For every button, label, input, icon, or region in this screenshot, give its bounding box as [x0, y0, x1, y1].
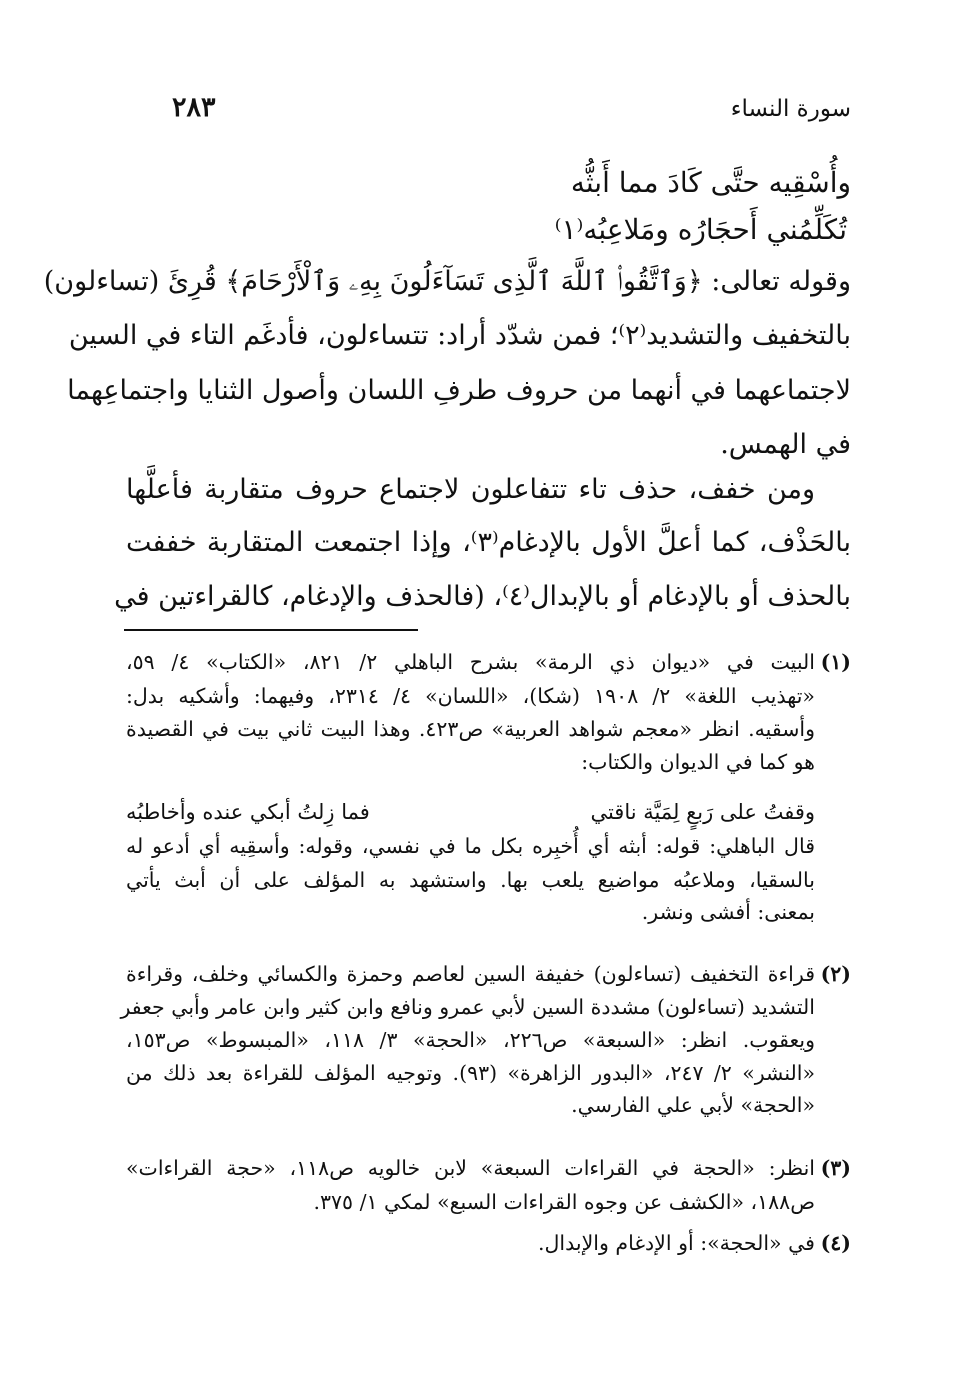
footnote-1-line-7: بمعنى: أفشى ونشر.: [641, 900, 815, 924]
verse-line-1: وأُسْقِيه حتَّى كَادَ مما أَبثُّه: [570, 166, 851, 199]
footnote-2-line-4: «النشر» ٢/ ٢٤٧، «البدور الزاهرة» (٩٣). وتوجيه المؤلف للقراءة بعد ذلك من: [126, 1061, 816, 1085]
poem-second-hemistich: فما زِلتُ أبكي عنده وأخاطبُه: [126, 800, 370, 824]
footnote-1-line-5: قال الباهلي: قوله: أبثه أي أُخبِره بكل ما في نفسي، وقوله: وأسقِيه أي أدعو له: [126, 834, 815, 858]
body-line-1: وقوله تعالى: ﴿وَٱتَّقُوا۟ ٱللَّهَ ٱلَّذِى تَسَآءَلُونَ بِهِۦ وَٱلْأَرْحَامَ﴾ قُرِئَ (تساءلون): [43, 266, 851, 297]
footnote-separator: [124, 629, 418, 631]
body-line-3: لاجتماعهما في أنهما من حروف طرفِ اللسان وأصول الثنايا واجتماعِهما: [67, 375, 851, 406]
footnote-2-number: (٢): [820, 962, 851, 986]
body-line-7: بالحذف أو بالإدغام أو بالإبدال⁽٤⁾، (فالحذف والإدغام، كالقراءتين في: [114, 581, 851, 612]
footnote-1-line-6: بالسقيا، وملاعبُه مواضيع يلعب بها. واستشهد به المؤلف على أن أبث يأتي: [126, 868, 815, 892]
footnote-2-line-1: قراءة التخفيف (تساءلون) خفيفة السين لعاصم وحمزة والكسائي وخلف، وقراءة: [126, 962, 815, 986]
footnote-3-number: (٣): [820, 1156, 851, 1180]
body-line-5: ومن خفف، حذف تاء تتفاعلون لاجتماع حروف متقاربة فأعلَّها: [126, 474, 815, 505]
footnote-4-number: (٤): [820, 1231, 851, 1255]
body-line-2: بالتخفيف والتشديد⁽٢⁾؛ فمن شدّد أراد: تتساءلون، فأدغَم التاء في السين: [68, 320, 851, 351]
footnote-1-line-3: وأسقيه. انظر «معجم شواهد العربية» ص٤٢٣. وهذا البيت ثاني بيت في القصيدة: [126, 717, 815, 741]
footnote-4-line-1: في «الحجة»: أو الإدغام والإبدال.: [538, 1231, 815, 1255]
verse-line-2: تُكَلِّمُني أَحجَارُه ومَلاعِبُه⁽١⁾: [554, 213, 847, 246]
footnote-2-line-3: ويعقوب. انظر: «السبعة» ص٢٢٦، «الحجة» ٣/ ١١٨، «المبسوط» ص١٥٣،: [126, 1028, 815, 1052]
footnote-3-line-2: ص١٨٨، «الكشف عن وجوه القراءات السبع» لمكي ١/ ٣٧٥.: [313, 1190, 815, 1214]
page-number: ٢٨٣: [172, 92, 216, 123]
running-head: سورة النساء: [730, 96, 851, 122]
footnote-1-line-2: «تهذيب اللغة» ٢/ ١٩٠٨ (شكا)، «اللسان» ٤/ ٢٣١٤، وفيهما: وأشكيه بدل:: [126, 684, 815, 708]
footnote-2-line-2: التشديد (تساءلون) مشددة السين لأبي عمرو ونافع وابن كثير وابن عامر وأبي جعفر: [120, 995, 815, 1019]
footnote-1-line-1: البيت في «ديوان ذي الرمة» بشرح الباهلي ٢/ ٨٢١، «الكتاب» ٤/ ٥٩،: [126, 650, 815, 674]
footnote-1-line-4: هو كما في الديوان والكتاب:: [581, 750, 815, 774]
footnote-3-line-1: انظر: «الحجة في القراءات السبعة» لابن خالويه ص١١٨، «حجة القراءات»: [126, 1156, 815, 1180]
footnote-1-poem: [126, 796, 815, 828]
footnote-1-number: (١): [820, 650, 851, 674]
body-line-4: في الهمس.: [720, 429, 851, 460]
body-line-6: بالحَذْف، كما أعلَّ الأول بالإدغام⁽٣⁾، وإذا اجتمعت المتقاربة خففت: [126, 527, 851, 558]
poem-first-hemistich: وقفتُ على رَبعٍ لِمَيَّة ناقتي: [590, 800, 815, 824]
footnote-2-line-5: «الحجة» لأبي علي الفارسي.: [571, 1093, 815, 1117]
